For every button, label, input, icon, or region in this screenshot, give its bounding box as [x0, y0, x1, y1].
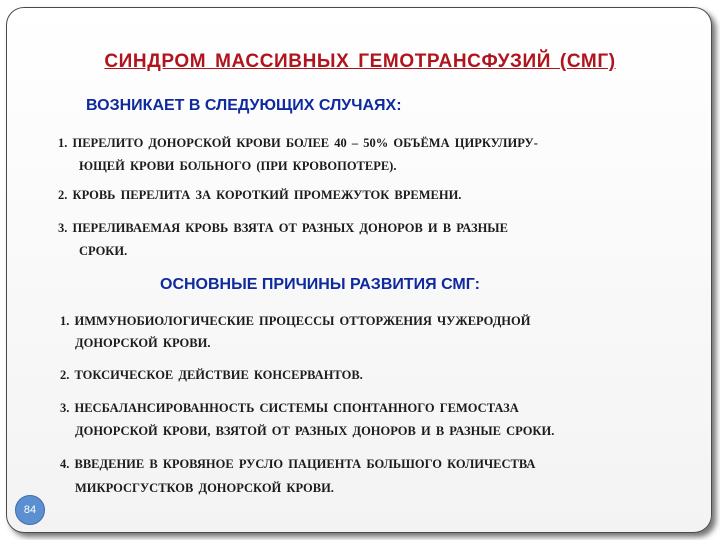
- slide-frame: [6, 7, 712, 533]
- list-item-line: ДОНОРСКОЙ КРОВИ, ВЗЯТОЙ ОТ РАЗНЫХ ДОНОРОВ И В РАЗНЫЕ СРОКИ.: [75, 424, 555, 438]
- list-item-line: ЮЩЕЙ КРОВИ БОЛЬНОГО (ПРИ КРОВОПОТЕРЕ).: [79, 159, 397, 173]
- list-item-line: 2. КРОВЬ ПЕРЕЛИТА ЗА КОРОТКИЙ ПРОМЕЖУТОК ВРЕМЕНИ.: [58, 188, 462, 202]
- slide-title: СИНДРОМ МАССИВНЫХ ГЕМОТРАНСФУЗИЙ (СМГ): [104, 51, 616, 72]
- list-item-line: ДОНОРСКОЙ КРОВИ.: [75, 336, 211, 350]
- list-item-line: 2. ТОКСИЧЕСКОЕ ДЕЙСТВИЕ КОНСЕРВАНТОВ.: [60, 368, 363, 382]
- list-item-line: 1. ИММУНОБИОЛОГИЧЕСКИЕ ПРОЦЕССЫ ОТТОРЖЕНИЯ ЧУЖЕРОДНОЙ: [60, 314, 531, 328]
- list-item-line: 4. ВВЕДЕНИЕ В КРОВЯНОЕ РУСЛО ПАЦИЕНТА БОЛЬШОГО КОЛИЧЕСТВА: [60, 457, 536, 471]
- list-item-line: 3. ПЕРЕЛИВАЕМАЯ КРОВЬ ВЗЯТА ОТ РАЗНЫХ ДОНОРОВ И В РАЗНЫЕ: [58, 221, 508, 235]
- list-item-line: 1. ПЕРЕЛИТО ДОНОРСКОЙ КРОВИ БОЛЕЕ 40 – 50% ОБЪЁМА ЦИРКУЛИРУ-: [58, 136, 538, 150]
- list-item-line: 3. НЕСБАЛАНСИРОВАННОСТЬ СИСТЕМЫ СПОНТАННОГО ГЕМОСТАЗА: [60, 401, 519, 415]
- section-heading-occurrence: ВОЗНИКАЕТ В СЛЕДУЮЩИХ СЛУЧАЯХ:: [86, 97, 402, 114]
- list-item-line: СРОКИ.: [79, 244, 128, 258]
- page-number-badge: 84: [15, 495, 45, 525]
- list-item-line: МИКРОСГУСТКОВ ДОНОРСКОЙ КРОВИ.: [75, 481, 334, 495]
- section-heading-causes: ОСНОВНЫЕ ПРИЧИНЫ РАЗВИТИЯ СМГ:: [160, 276, 480, 293]
